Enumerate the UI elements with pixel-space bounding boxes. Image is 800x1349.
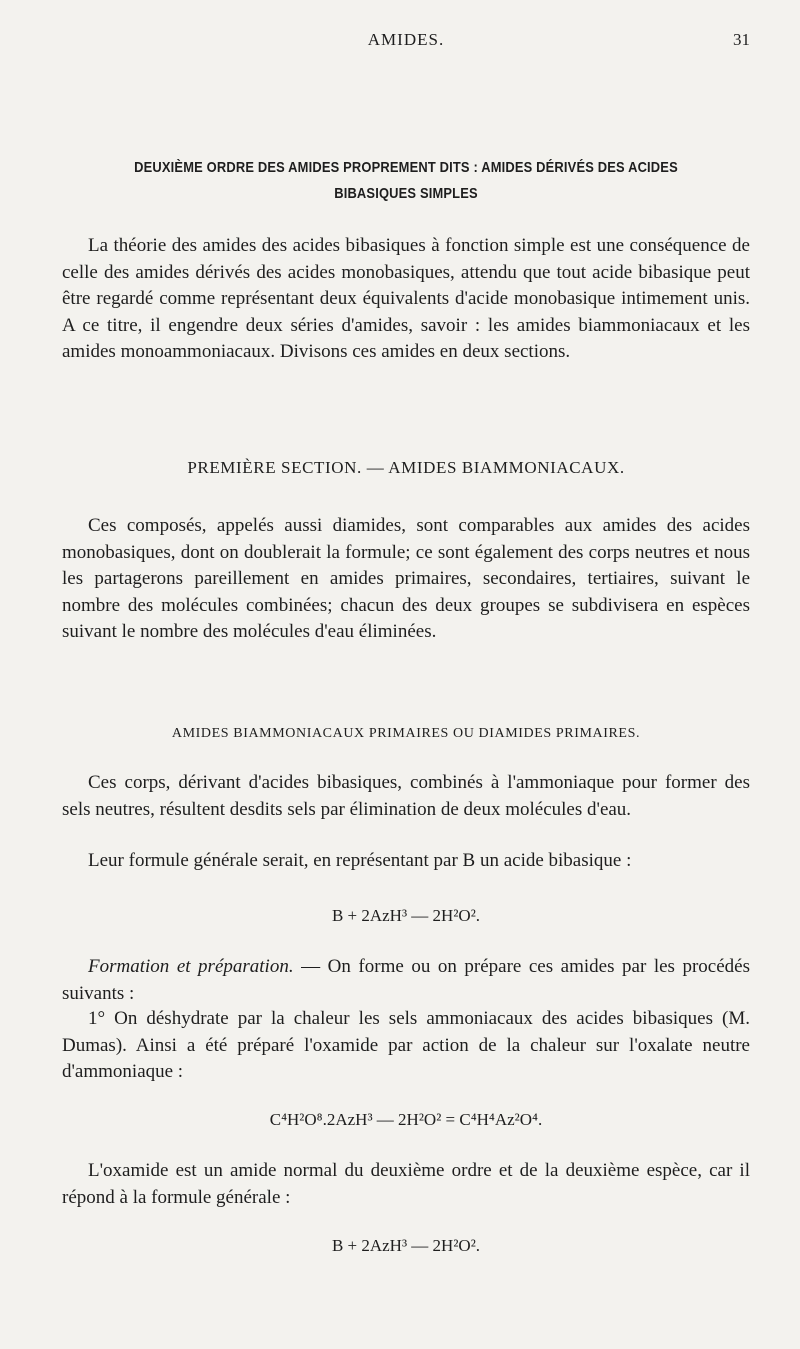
order-title-line-1: DEUXIÈME ORDRE DES AMIDES PROPREMENT DITS : AMIDES DÉRIVÉS DES ACIDES <box>134 159 678 176</box>
paragraph-corps: Ces corps, dérivant d'acides bibasiques, combinés à l'ammoniaque pour former des sels neutres, résultent desdits sels par élimination de deux molécules d'eau. <box>62 772 750 820</box>
paragraph-method-1: 1° On déshydrate par la chaleur les sels ammoniacaux des acides bibasiques (M. Dumas). Ainsi a été préparé l'oxamide par action de la chaleur sur l'oxalate neutre d'ammoniaque : <box>62 1008 750 1082</box>
section-title: PREMIÈRE SECTION. — AMIDES BIAMMONIACAUX. <box>187 458 625 477</box>
paragraph-formule: Leur formule générale serait, en représentant par B un acide bibasique : <box>88 850 632 871</box>
formula-general-repeat: B + 2AzH³ — 2H²O². <box>331 1236 481 1255</box>
intro-paragraph: La théorie des amides des acides bibasiques à fonction simple est une conséquence de celle des amides dérivés des acides monobasiques, attendu que tout acide bibasique peut être regardé comme représentant deux équivalents d'acide monobasique intimement unis. A ce titre, il engendre deux séries d'amides, savoir : les amides biammoniacaux et les amides monoammoniacaux. Divisons ces amides en deux sections. <box>62 235 750 362</box>
order-title-line-2: BIBASIQUES SIMPLES <box>334 185 478 202</box>
paragraph-oxamide: L'oxamide est un amide normal du deuxième ordre et de la deuxième espèce, car il répond à la formule générale : <box>62 1160 750 1208</box>
formation-heading: Formation et préparation. <box>88 956 294 977</box>
subsection-title: AMIDES BIAMMONIACAUX PRIMAIRES OU DIAMIDES PRIMAIRES. <box>171 726 641 741</box>
formation-paragraph <box>62 954 750 1007</box>
running-title: AMIDES. <box>367 30 445 49</box>
book-page <box>62 0 750 1349</box>
formation-text: — On forme ou on prépare ces amides par les procédés suivants : <box>62 956 750 1004</box>
order-title <box>110 155 702 207</box>
formula-general: B + 2AzH³ — 2H²O². <box>331 906 481 925</box>
running-head <box>62 30 750 54</box>
page-number: 31 <box>733 30 750 49</box>
formula-oxamide: C⁴H²O⁸.2AzH³ — 2H²O² = C⁴H⁴Az²O⁴. <box>269 1110 543 1129</box>
section-paragraph: Ces composés, appelés aussi diamides, sont comparables aux amides des acides monobasiques, dont on doublerait la formule; ce sont également des corps neutres et nous les partagerons pareillement en amides primaires, secondaires, tertiaires, suivant le nombre des molécules combinées; chacun des deux groupes se subdivisera en espèces suivant le nombre des molécules d'eau éliminées. <box>62 515 750 642</box>
